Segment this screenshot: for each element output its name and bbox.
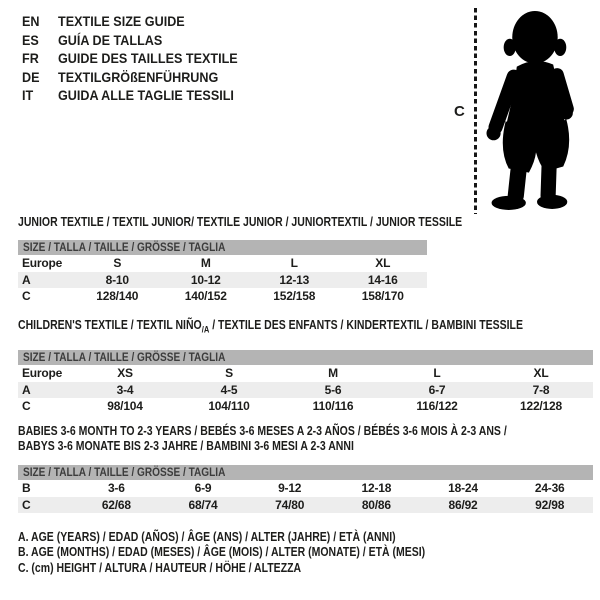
baby-height-figure (440, 5, 598, 217)
table-cell: XL (533, 366, 549, 380)
babies-size-table (18, 424, 593, 513)
table-cell: 92/98 (535, 497, 565, 512)
row-label: Europe (22, 256, 63, 270)
table-cell: 3-4 (116, 382, 134, 397)
table-title-line (18, 439, 593, 454)
row-label: A (22, 382, 31, 397)
table-cell: 12-18 (361, 481, 392, 495)
table-cell: XL (375, 256, 391, 270)
table-cell: 122/128 (520, 399, 562, 413)
table-cell: 18-24 (448, 481, 478, 495)
table-cell: 5-6 (324, 382, 342, 397)
table-cell: L (433, 366, 441, 380)
legend-notes (18, 530, 503, 576)
row-label: C (22, 497, 31, 512)
row-label: Europe (22, 366, 63, 380)
table-cell: 14-16 (367, 272, 398, 287)
children-size-table (18, 318, 593, 415)
table-cell: 62/68 (101, 497, 131, 512)
table-cell: 86/92 (448, 497, 478, 512)
junior-table-title (18, 215, 463, 230)
language-row (22, 49, 238, 68)
table-cell: 6-7 (428, 382, 446, 397)
guide-title: TEXTILGRÖßENFÜHRUNG (58, 68, 219, 85)
legend-note-text: A. AGE (YEARS) / EDAD (AÑOS) / ÂGE (ANS) / ALTER (JAHRE) / ETÀ (ANNI) (18, 530, 396, 544)
table-row (18, 382, 593, 399)
legend-note (18, 530, 503, 545)
language-row (22, 68, 238, 87)
table-row (18, 272, 427, 289)
size-header-band: SIZE / TALLA / TAILLE / GRÖSSE / TAGLIA (18, 465, 593, 480)
table-row (18, 497, 593, 514)
height-measure-dashed-line (474, 8, 477, 214)
table-cell: 80/86 (361, 497, 391, 512)
language-row (22, 31, 238, 50)
language-row (22, 86, 238, 105)
table-cell: 68/74 (188, 497, 218, 512)
table-cell: 74/80 (275, 497, 305, 512)
language-code: EN (22, 13, 40, 29)
table-cell: S (225, 366, 233, 380)
table-cell: 10-12 (190, 272, 221, 287)
table-row (18, 288, 427, 305)
table-cell: 140/152 (184, 289, 227, 303)
table-cell: XS (117, 366, 133, 380)
row-label: C (22, 289, 31, 303)
table-cell: 104/110 (208, 399, 250, 413)
row-label: C (22, 399, 31, 413)
legend-note (18, 561, 503, 576)
baby-silhouette-icon (482, 8, 594, 215)
language-title-list (22, 12, 262, 105)
table-row (18, 255, 427, 272)
table-cell: 7-8 (532, 382, 550, 397)
language-code: FR (22, 50, 39, 67)
table-title-line (18, 215, 463, 230)
table-cell: 110/116 (312, 399, 354, 413)
table-cell: 6-9 (194, 481, 212, 495)
guide-title: GUIDE DES TAILLES TEXTILE (58, 50, 238, 67)
babies-table-title (18, 424, 593, 454)
language-row (22, 12, 238, 31)
language-code: ES (22, 31, 39, 48)
legend-note-text: C. (cm) HEIGHT / ALTURA / HAUTEUR / HÖHE / ALTEZZA (18, 560, 302, 575)
table-row (18, 398, 593, 415)
height-label: C (454, 103, 465, 120)
table-cell: 152/158 (273, 289, 316, 303)
table-cell: 24-36 (534, 481, 565, 495)
table-cell: 9-12 (278, 481, 302, 495)
title-segment: BABIES 3-6 MONTH TO 2-3 YEARS / BEBÉS 3-6 MESES A 2-3 AÑOS / BÉBÉS 3-6 MOIS À 2-3 ANS / (18, 424, 507, 438)
table-cell: M (200, 256, 211, 270)
table-cell: L (290, 256, 298, 270)
row-label: A (22, 272, 31, 287)
children-table-title (18, 318, 593, 333)
title-segment: BABYS 3-6 MONATE BIS 2-3 JAHRE / BAMBINI 3-6 MESI A 2-3 ANNI (18, 439, 354, 453)
legend-note (18, 545, 503, 560)
junior-size-table (18, 215, 463, 305)
table-cell: 116/122 (416, 399, 458, 413)
table-cell: S (113, 256, 122, 270)
junior-size-grid (18, 255, 427, 305)
guide-title: GUÍA DE TALLAS (58, 31, 163, 48)
table-cell: 98/104 (107, 399, 143, 413)
legend-note-text: B. AGE (MONTHS) / EDAD (MESES) / ÂGE (MOIS) / ALTER (MONATE) / ETÀ (MESI) (18, 545, 426, 560)
table-title-line (18, 424, 593, 439)
table-cell: M (328, 366, 338, 380)
guide-title: TEXTILE SIZE GUIDE (58, 13, 185, 29)
table-cell: 4-5 (220, 382, 238, 397)
title-segment: CHILDREN'S TEXTILE / TEXTIL NIÑO (18, 318, 202, 332)
guide-title: GUIDA ALLE TAGLIE TESSILI (58, 87, 234, 104)
row-label: B (22, 481, 31, 495)
language-code: DE (22, 68, 40, 85)
title-segment: /A (201, 324, 210, 335)
table-cell: 158/170 (361, 289, 404, 303)
title-segment: JUNIOR TEXTILE / TEXTIL JUNIOR/ TEXTILE JUNIOR / JUNIORTEXTIL / JUNIOR TESSILE (18, 215, 463, 229)
children-size-grid (18, 365, 593, 415)
title-segment: / TEXTILE DES ENFANTS / KINDERTEXTIL / BAMBINI TESSILE (209, 318, 523, 332)
babies-size-grid (18, 480, 593, 513)
table-cell: 3-6 (107, 481, 125, 495)
table-title-line (18, 318, 593, 333)
table-cell: 8-10 (105, 272, 129, 287)
table-row (18, 365, 593, 382)
size-header-band: SIZE / TALLA / TAILLE / GRÖSSE / TAGLIA (18, 240, 427, 255)
table-cell: 128/140 (96, 289, 139, 303)
table-row (18, 480, 593, 497)
table-cell: 12-13 (279, 272, 310, 287)
language-code: IT (22, 87, 34, 104)
size-header-band: SIZE / TALLA / TAILLE / GRÖSSE / TAGLIA (18, 350, 593, 365)
